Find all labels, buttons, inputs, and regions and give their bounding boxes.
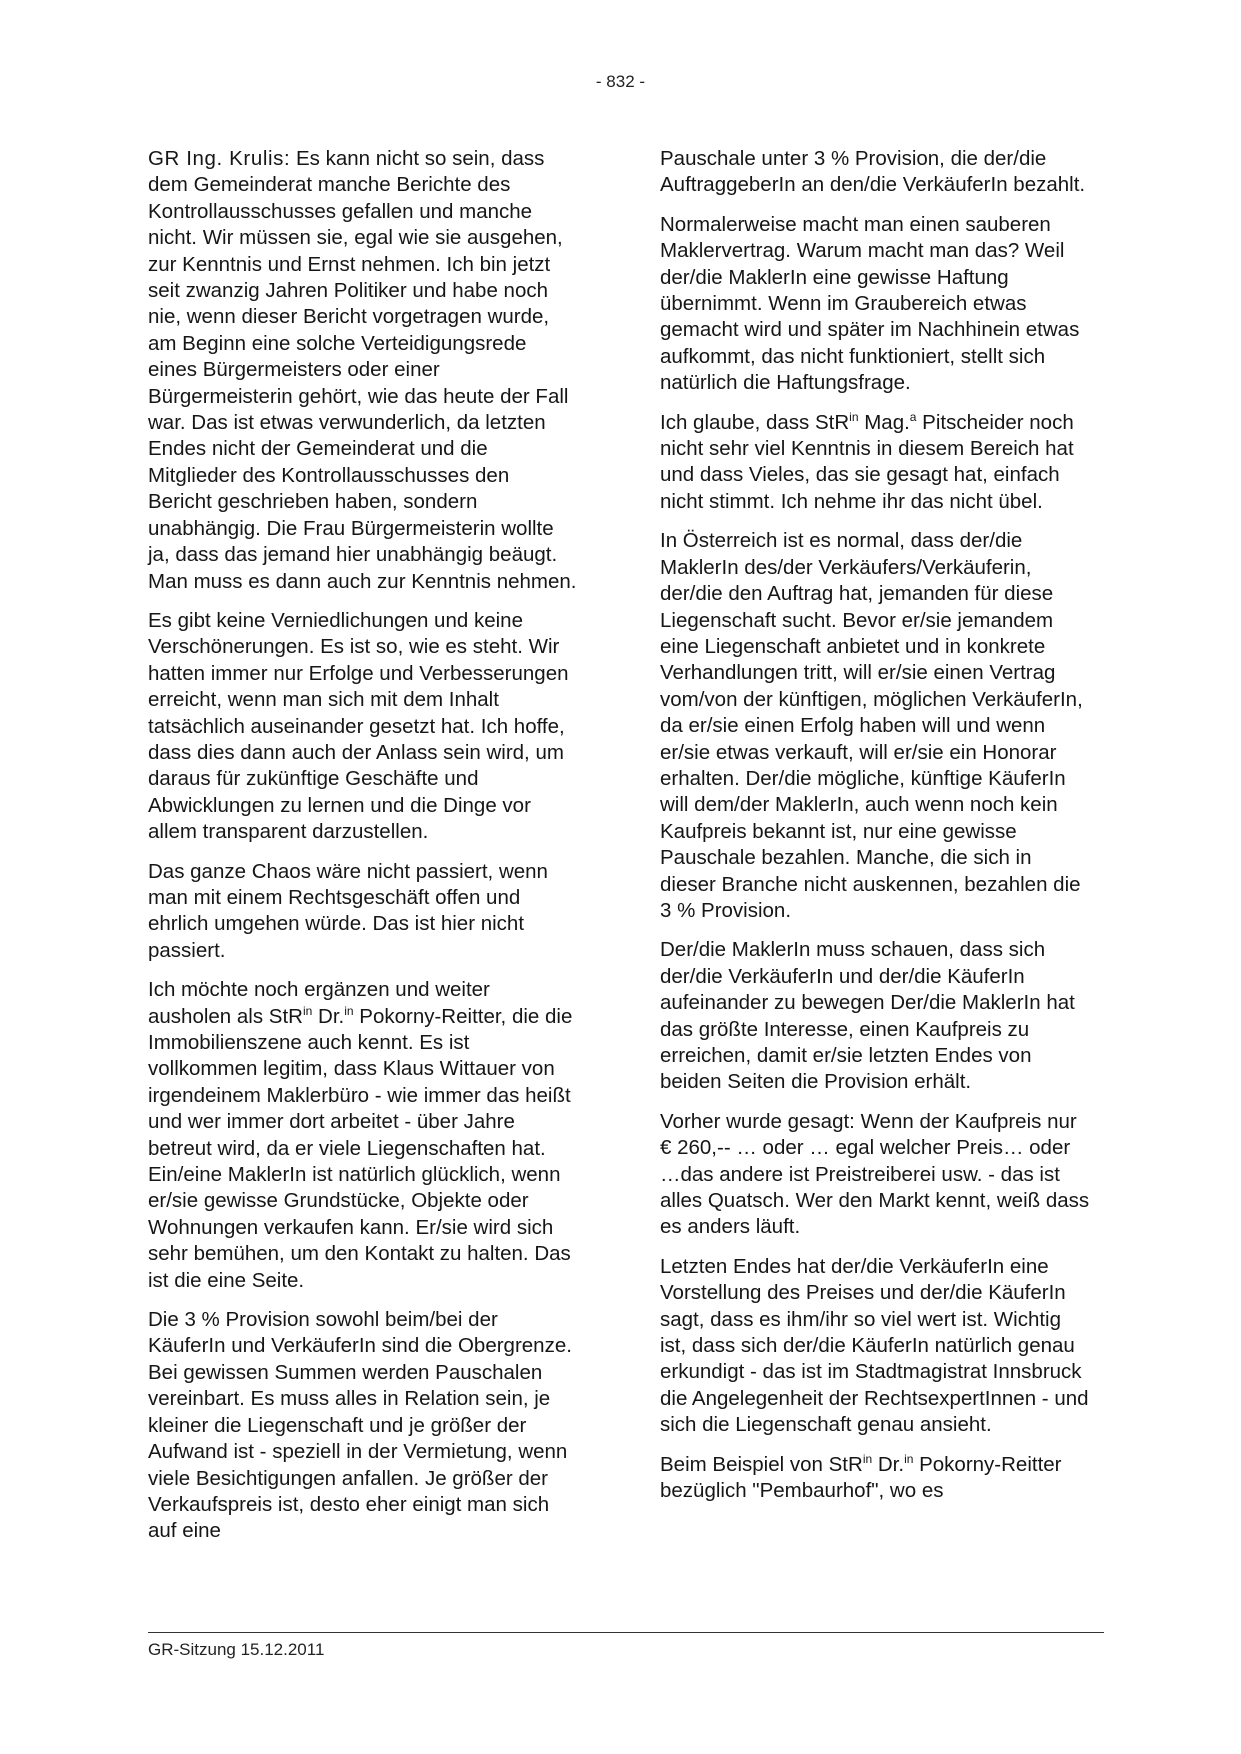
- paragraph: Vorher wurde gesagt: Wenn der Kaufpreis nur € 260,-- … oder … egal welcher Preis… oder …das andere ist Preistreiberei usw. - das ist alles Quatsch. Wer den Markt kennt, weiß dass es anders läuft.: [660, 1109, 1090, 1239]
- paragraph: Der/die MaklerIn muss schauen, dass sich der/die VerkäuferIn und der/die KäuferIn aufeinander zu bewegen Der/die MaklerIn hat das größte Interesse, einen Kaufpreis zu erreichen, damit er/sie letzten Endes von beiden Seiten die Provision erhält.: [660, 938, 1075, 1094]
- paragraph: Normalerweise macht man einen sauberen Maklervertrag. Warum macht man das? Weil der/die MaklerIn eine gewisse Haftung übernimmt. Wenn im Graubereich etwas gemacht wird und später im Nachhinein etwas aufkommt, das nicht funktioniert, stellt sich natürlich die Haftungsfrage.: [660, 212, 1080, 395]
- paragraph: Ich glaube, dass StR$^{in}$ Mag.$^a$ Pitscheider noch nicht sehr viel Kenntnis in diesem Bereich hat und dass Vieles, das sie gesagt hat, einfach nicht stimmt. Ich nehme ihr das nicht übel.: [660, 409, 1074, 513]
- paragraph: Letzten Endes hat der/die VerkäuferIn eine Vorstellung des Preises und der/die KäuferIn sagt, dass es ihm/ihr so viel wert ist. Wichtig ist, dass sich der/die KäuferIn natürlich genau erkundigt - das ist im Stadtmagistrat Innsbruck die Angelegenheit der RechtsexpertInnen - und sich die Liegenschaft genau ansieht.: [660, 1254, 1089, 1437]
- paragraph: Es gibt keine Verniedlichungen und keine Verschönerungen. Es ist so, wie es steht. Wir hatten immer nur Erfolge und Verbesserungen erreicht, wenn man sich mit dem Inhalt tatsächlich auseinander gesetzt hat. Ich hoffe, dass dies dann auch der Anlass sein wird, um daraus für zukünftige Geschäfte und Abwicklungen zu lernen und die Dinge vor allem transparent darzustellen.: [148, 608, 569, 844]
- paragraph: In Österreich ist es normal, dass der/die MaklerIn des/der Verkäufers/Verkäuferin, der/die den Auftrag hat, jemanden für diese Liegenschaft sucht. Bevor er/sie jemandem eine Liegenschaft anbietet und in konkrete Verhandlungen tritt, will er/sie einen Vertrag vom/von der künftigen, möglichen VerkäuferIn, da er/sie einen Erfolg haben will und wenn er/sie etwas verkauft, will er/sie ein Honorar erhalten. Der/die mögliche, künftige KäuferIn will dem/der MaklerIn, auch wenn noch kein Kaufpreis bekannt ist, nur eine gewisse Pauschale bezahlen. Manche, die sich in dieser Branche nicht auskennen, bezahlen die 3 % Provision.: [660, 529, 1083, 922]
- footer-session-date: GR-Sitzung 15.12.2011: [148, 1640, 325, 1659]
- paragraph: Pauschale unter 3 % Provision, die der/die AuftraggeberIn an den/die VerkäuferIn bezahlt.: [660, 147, 1086, 197]
- page-number: - 832 -: [595, 72, 646, 91]
- speaker-name: GR Ing. Krulis:: [148, 147, 291, 170]
- paragraph: GR Ing. Krulis: Es kann nicht so sein, dass dem Gemeinderat manche Berichte des Kontrollausschusses gefallen und manche nicht. Wir müssen sie, egal wie sie ausgehen, zur Kenntnis und Ernst nehmen. Ich bin jetzt seit zwanzig Jahren Politiker und habe noch nie, wenn dieser Bericht vorgetragen wurde, am Beginn eine solche Verteidigungsrede eines Bürgermeisters oder einer Bürgermeisterin gehört, wie das heute der Fall war. Das ist etwas verwunderlich, da letzten Endes nicht der Gemeinderat und die Mitglieder des Kontrollausschusses den Bericht geschrieben haben, sondern unabhängig. Die Frau Bürgermeisterin wollte ja, dass das jemand hier unabhängig beäugt. Man muss es dann auch zur Kenntnis nehmen.: [148, 147, 577, 593]
- paragraph: Das ganze Chaos wäre nicht passiert, wenn man mit einem Rechtsgeschäft offen und ehrlich umgehen würde. Das ist hier nicht passiert.: [148, 859, 548, 962]
- right-column: [660, 146, 1090, 1518]
- paragraph: Ich möchte noch ergänzen und weiter ausholen als StR$^{in}$ Dr.$^{in}$ Pokorny-Reitter, die die Immobilienszene auch kennt. Es ist vollkommen legitim, dass Klaus Wittauer von irgendeinem Maklerbüro - wie immer das heißt und wer immer dort arbeitet - über Jahre betreut wird, da er viele Liegenschaften hat. Ein/eine MaklerIn ist natürlich glücklich, wenn er/sie gewisse Grundstücke, Objekte oder Wohnungen verkaufen kann. Er/sie wird sich sehr bemühen, um den Kontakt zu halten. Das ist die eine Seite.: [148, 978, 573, 1292]
- footer-divider: [148, 1632, 1104, 1633]
- left-column: [148, 146, 578, 1558]
- paragraph: Beim Beispiel von StR$^{in}$ Dr.$^{in}$ Pokorny-Reitter bezüglich "Pembaurhof", wo es: [660, 1451, 1062, 1503]
- paragraph: Die 3 % Provision sowohl beim/bei der KäuferIn und VerkäuferIn sind die Obergrenze. Bei gewissen Summen werden Pauschalen vereinbart. Es muss alles in Relation sein, je kleiner die Liegenschaft und je größer der Aufwand ist - speziell in der Vermietung, wenn viele Besichtigungen anfallen. Je größer der Verkaufspreis ist, desto eher einigt man sich auf eine: [148, 1308, 572, 1543]
